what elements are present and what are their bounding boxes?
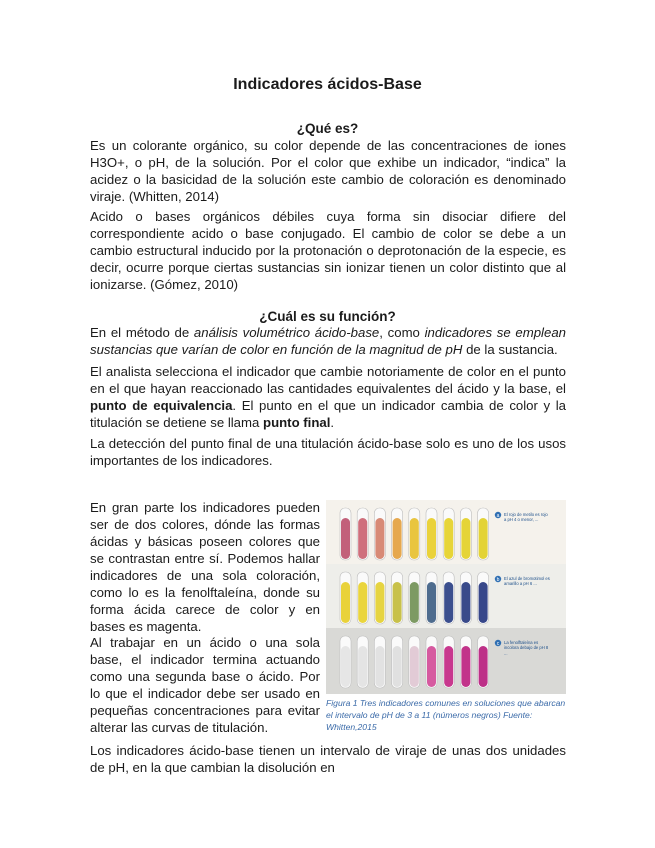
tube-solution bbox=[341, 518, 350, 559]
tube-solution bbox=[341, 646, 350, 687]
tube-solution bbox=[479, 646, 488, 687]
tube-solution bbox=[410, 582, 419, 623]
tube-solution bbox=[461, 646, 470, 687]
tube-solution bbox=[479, 582, 488, 623]
heading-que-es: ¿Qué es? bbox=[296, 121, 359, 136]
heading-funcion: ¿Cuál es su función? bbox=[259, 309, 396, 324]
note-text: El rojo de metilo es rojo bbox=[504, 512, 548, 517]
indicator-figure bbox=[326, 500, 566, 694]
note-text: amarillo a pH 6 ... bbox=[504, 581, 537, 587]
tube-solution bbox=[461, 518, 470, 559]
paragraph-deteccion: La detección del punto final de una titulación ácido-base solo es uno de los usos importantes de los indicadores. bbox=[90, 436, 566, 468]
tube-solution bbox=[410, 646, 419, 687]
page-title: Indicadores ácidos-Base bbox=[233, 76, 422, 93]
paragraph-definicion: Es un colorante orgánico, su color depende de las concentraciones de iones H3O+, o pH, de la solución. Por el color que exhibe un indicador, “indica” la acidez o la basicidad de la solución este cambio de coloración es denominado viraje. (Whitten, 2014) bbox=[90, 138, 566, 204]
tube-solution bbox=[427, 646, 436, 687]
tube-solution bbox=[410, 518, 419, 559]
tube-solution bbox=[427, 582, 436, 623]
test-tubes-group bbox=[340, 508, 489, 688]
note-badge-letter: a bbox=[496, 512, 500, 519]
tube-solution bbox=[358, 582, 367, 623]
note-text: El azul de bromotimol es bbox=[504, 576, 550, 581]
tube-solution bbox=[375, 582, 384, 623]
note-text: ... bbox=[504, 650, 508, 656]
indicator-tubes-image bbox=[326, 500, 566, 694]
tube-solution bbox=[444, 646, 453, 687]
tube-solution bbox=[375, 646, 384, 687]
note-text: a pH 4 o menor, ... bbox=[504, 517, 539, 523]
tube-solution bbox=[479, 518, 488, 559]
tube-solution bbox=[427, 518, 436, 559]
paragraph-analista: El analista selecciona el indicador que cambie notoriamente de color en el punto en el que hayan reaccionado las cantidades equivalentes del ácido y la base, el punto de equivalencia. El punto en el que un indicador cambia de color y la titulación se detiene se llama punto final. bbox=[90, 364, 566, 430]
paragraph-acido-base: Al trabajar en un ácido o una sola base, el indicador termina actuando como una segunda base o ácido. Por lo que el indicador debe ser usado en pequeñas concentraciones para evitar alterar las curvas de titulación. bbox=[90, 635, 320, 735]
tube-solution bbox=[444, 518, 453, 559]
paragraph-metodo: En el método de análisis volumétrico ácido-base, como indicadores se emplean sustancias que varían de color en función de la magnitud de pH de la sustancia. bbox=[90, 325, 566, 357]
paragraph-acidos-bases: Acido o bases orgánicos débiles cuya forma sin disociar difiere del correspondiente acido o base conjugado. El cambio de color se debe a un cambio estructural inducido por la protonación o deprotonación de la especie, es decir, ocurre porque ciertas sustancias sin ionizar tienen un color distinto que al ionizarse. (Gómez, 2010) bbox=[90, 209, 566, 292]
paragraph-dos-colores: En gran parte los indicadores pueden ser de dos colores, dónde las formas ácidas y básicas poseen colores que se contrastan entre sí. Podemos hallar indicadores de una sola coloración, como lo es la fenolftaleína, donde su forma ácida carece de color y en bases es magenta. bbox=[90, 500, 320, 634]
note-text: incolora debajo de pH 8 bbox=[504, 645, 549, 651]
tube-solution bbox=[393, 646, 402, 687]
tube-solution bbox=[461, 582, 470, 623]
tube-solution bbox=[358, 646, 367, 687]
tube-solution bbox=[375, 518, 384, 559]
note-badge-letter: c bbox=[496, 640, 500, 647]
tube-solution bbox=[444, 582, 453, 623]
tube-solution bbox=[393, 582, 402, 623]
note-badge-letter: b bbox=[496, 576, 500, 583]
tube-solution bbox=[358, 518, 367, 559]
tube-solution bbox=[393, 518, 402, 559]
figure-caption: Figura 1 Tres indicadores comunes en soluciones que abarcan el intervalo de pH de 3 a 11 (números negros) Fuente: Whitten,2015 bbox=[326, 698, 566, 732]
note-text: La fenolftaleína es bbox=[504, 640, 539, 645]
tube-solution bbox=[341, 582, 350, 623]
paragraph-intervalo: Los indicadores ácido-base tienen un intervalo de viraje de unas dos unidades de pH, en la que cambian la disolución en bbox=[90, 743, 566, 775]
